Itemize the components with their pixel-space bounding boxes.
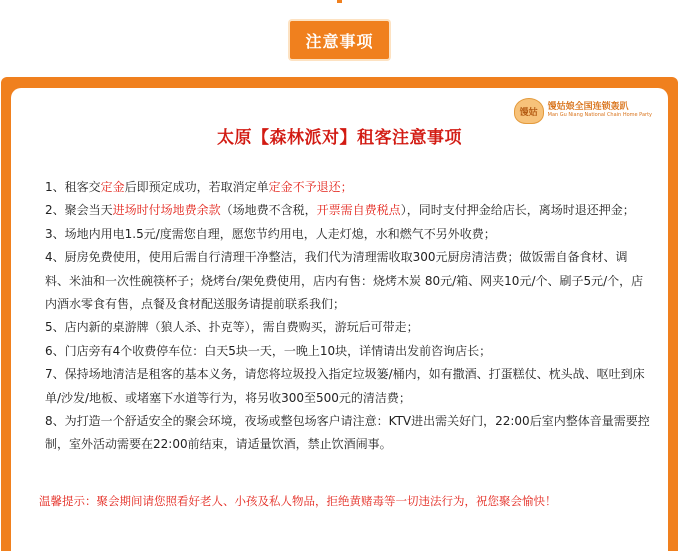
rule-item bbox=[45, 316, 650, 339]
rule-text: 6、门店旁有4个收费停车位：白天5块一天，一晚上10块，详情请出发前咨询店长； bbox=[45, 343, 492, 358]
rule-item bbox=[45, 246, 650, 316]
footer-note: 温馨提示：聚会期间请您照看好老人、小孩及私人物品，拒绝黄赌毒等一切违法行为，祝您聚会愉快！ bbox=[39, 494, 557, 508]
rule-item bbox=[45, 363, 650, 410]
notice-card bbox=[1, 77, 678, 551]
brand-name-en: Man Gu Niang National Chain Home Party bbox=[547, 112, 652, 119]
rule-text: 2、聚会当天 bbox=[45, 203, 113, 218]
rule-highlight: 进场时付场地费余款 bbox=[112, 203, 221, 218]
brand-logo bbox=[514, 98, 652, 124]
rule-text: 8、为打造一个舒适安全的聚会环境，夜场或整包场客户请注意：KTV进出需关好门，22:00后室内整体音量需要控制，室外活动需要在22:00前结束，请适量饮酒，禁止饮酒闹事。 bbox=[45, 414, 650, 452]
rule-item bbox=[45, 223, 650, 246]
rule-text: 3、场地内用电1.5元/度需您自理，愿您节约用电，人走灯熄，水和燃气不另外收费； bbox=[45, 226, 496, 241]
rule-item bbox=[45, 199, 650, 222]
rule-text: 7、保持场地清洁是租客的基本义务，请您将垃圾投入指定垃圾篓/桶内，如有撒酒、打蛋糕仗、枕头战、呕吐到床单/沙发/地板、或堵塞下水道等行为，将另收300至500元的清洁费； bbox=[45, 367, 645, 405]
brand-logo-text bbox=[548, 103, 652, 118]
header-badge: 注意事项 bbox=[290, 21, 389, 59]
rule-text: ），同时支付押金给店长，离场时退还押金； bbox=[400, 203, 635, 218]
rule-item bbox=[45, 410, 650, 457]
rule-highlight: 定金 bbox=[100, 180, 125, 194]
rule-highlight: 定金不予退还； bbox=[268, 180, 353, 194]
rule-text: 1、租客交 bbox=[45, 180, 101, 194]
page-title: 太原【森林派对】租客注意事项 bbox=[217, 128, 462, 148]
brand-logo-icon: 馒姑 bbox=[514, 98, 544, 124]
rule-text: 后即预定成功，若取消定单 bbox=[124, 180, 269, 194]
top-divider-mark bbox=[337, 0, 342, 3]
rule-highlight: 开票需自费税点 bbox=[316, 203, 401, 218]
rule-item bbox=[45, 176, 650, 199]
notice-card-body bbox=[11, 88, 668, 551]
rule-item bbox=[45, 340, 650, 363]
rule-text: 5、店内新的桌游牌（狼人杀、扑克等），需自费购买，游玩后可带走； bbox=[45, 320, 419, 335]
rules-list bbox=[45, 176, 650, 457]
rule-text: （场地费不含税， bbox=[220, 203, 317, 218]
brand-name-cn: 馒姑娘全国连锁轰趴 bbox=[547, 102, 629, 113]
rule-text: 4、厨房免费使用，使用后需自行清理干净整洁，我们代为清理需收取300元厨房清洁费；做饭需自备食材、调料、米油和一次性碗筷杯子；烧烤台/架免费使用，店内有售：烧烤木炭 80元/箱、网夹10元/个、刷子5元/个，店内酒水零食有售，点餐及食材配送服务请提前联系我们； bbox=[45, 250, 644, 312]
